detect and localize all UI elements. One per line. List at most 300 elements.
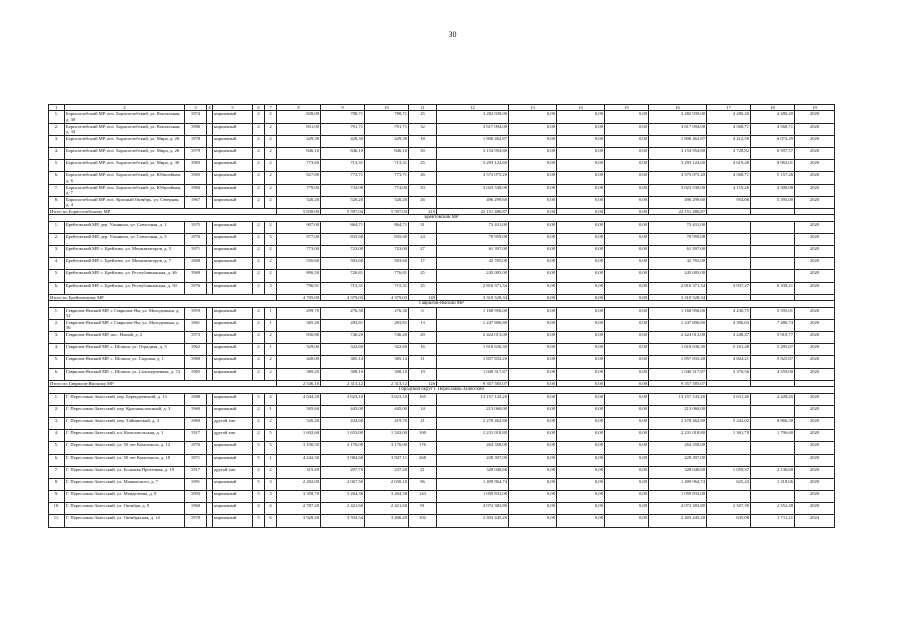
table-row bbox=[49, 491, 835, 503]
value-cell: 2020 bbox=[795, 466, 835, 478]
value-cell: 746,20 bbox=[365, 332, 409, 344]
value-cell: 806,50 bbox=[277, 270, 321, 282]
row-index-cell: 11. bbox=[49, 515, 65, 527]
row-index-cell: 2. bbox=[49, 233, 65, 245]
value-cell: 4 072 383,80 bbox=[437, 503, 509, 515]
value-cell: 1 808 462,87 bbox=[437, 135, 509, 147]
value-cell: 2 bbox=[265, 270, 277, 282]
value-cell: 2 552,48 bbox=[751, 503, 795, 515]
row-index-cell: 1. bbox=[49, 221, 65, 233]
value-cell: 2 bbox=[265, 368, 277, 380]
year-cell: 1976 bbox=[185, 442, 207, 454]
value-cell: 2 030,10 bbox=[365, 478, 409, 490]
value-cell: 2020 bbox=[795, 307, 835, 319]
value-cell: 3 573 075,20 bbox=[437, 172, 509, 184]
value-cell: 2020 bbox=[795, 430, 835, 442]
value-cell: 3 bbox=[265, 491, 277, 503]
wall-material-cell: другой тип bbox=[213, 466, 253, 478]
address-cell: Гаврилов-Ямский МР, г. Гаврилов-Ям, ул. Молодежная, д. 52 bbox=[65, 307, 185, 319]
value-cell: 1 bbox=[265, 454, 277, 466]
value-cell: 3 176,00 bbox=[321, 442, 365, 454]
value-cell: 3 631,46 bbox=[707, 393, 751, 405]
value-cell: 0,00 bbox=[605, 466, 649, 478]
value-cell: 2 bbox=[265, 184, 277, 196]
address-cell: Брейтовский МР, с. Брейтово, ул. Республиканская, д. 50 bbox=[65, 282, 185, 294]
value-cell: 2 bbox=[253, 160, 265, 172]
value-cell: 0,00 bbox=[605, 478, 649, 490]
value-cell: 0,00 bbox=[509, 233, 557, 245]
wall-material-cell: кирпичный bbox=[213, 478, 253, 490]
total-value-cell: 0,00 bbox=[509, 380, 557, 386]
value-cell: 4 212,59 bbox=[707, 135, 751, 147]
value-cell: 2 bbox=[253, 405, 265, 417]
year-cell: 1971 bbox=[185, 246, 207, 258]
column-number-cell: 6 bbox=[253, 105, 265, 111]
value-cell: 3 264,30 bbox=[365, 491, 409, 503]
year-cell: 1973 bbox=[185, 332, 207, 344]
value-cell: 1 618 636,30 bbox=[649, 344, 707, 356]
value-cell: 835,60 bbox=[365, 233, 409, 245]
address-cell: Гаврилов-Ямский МР, пос. Новый, д. 2 bbox=[65, 332, 185, 344]
value-cell: 2 424 013,00 bbox=[437, 332, 509, 344]
value-cell: 276,30 bbox=[365, 307, 409, 319]
value-cell: 2020 bbox=[795, 491, 835, 503]
column-number-cell: 16 bbox=[649, 105, 707, 111]
value-cell: 42 765,00 bbox=[649, 258, 707, 270]
value-cell: 0,00 bbox=[605, 393, 649, 405]
value-cell: 2 816 371,34 bbox=[649, 282, 707, 294]
year-cell: 1988 bbox=[185, 393, 207, 405]
table-row bbox=[49, 270, 835, 282]
column-number-cell: 15 bbox=[605, 105, 649, 111]
total-value-cell: 0,00 bbox=[557, 380, 605, 386]
value-cell: 0,00 bbox=[509, 344, 557, 356]
value-cell: 2024 bbox=[795, 515, 835, 527]
value-cell: 0,00 bbox=[605, 503, 649, 515]
value-cell: 5 bbox=[253, 515, 265, 527]
value-cell: 2020 bbox=[795, 405, 835, 417]
address-cell: Гаврилов-Ямский МР, г. Гаврилов-Ям, ул. Молодежная, д. 56 bbox=[65, 319, 185, 331]
row-index-cell: 5. bbox=[49, 270, 65, 282]
wall-material-cell: кирпичный bbox=[213, 454, 253, 466]
value-cell: 2 bbox=[253, 246, 265, 258]
value-cell: 1 040 317,87 bbox=[649, 368, 707, 380]
wall-material-cell: кирпичный bbox=[213, 221, 253, 233]
value-cell: 445,00 bbox=[321, 405, 365, 417]
wall-material-cell: кирпичный bbox=[213, 491, 253, 503]
value-cell: 2020 bbox=[795, 319, 835, 331]
value-cell: 2 403 445,20 bbox=[437, 515, 509, 527]
value-cell: 2 bbox=[265, 356, 277, 368]
value-cell: 0,00 bbox=[557, 454, 605, 466]
value-cell: 2020 bbox=[795, 221, 835, 233]
year-cell: 1978 bbox=[185, 135, 207, 147]
value-cell: 3 190,50 bbox=[277, 442, 321, 454]
value-cell: 0,00 bbox=[557, 282, 605, 294]
table-row bbox=[49, 307, 835, 319]
value-cell: 2 787,20 bbox=[277, 503, 321, 515]
value-cell: 4 119,26 bbox=[707, 184, 751, 196]
table-row bbox=[49, 111, 835, 123]
value-cell: 2 816 371,34 bbox=[437, 282, 509, 294]
value-cell bbox=[751, 246, 795, 258]
row-index-cell: 3. bbox=[49, 246, 65, 258]
total-value-cell: 0,00 bbox=[557, 208, 605, 214]
address-cell: Г. Переславль-Залесский, ул. Большая Протечная, д. 19 bbox=[65, 466, 185, 478]
value-cell: 0,00 bbox=[509, 503, 557, 515]
value-cell: 3 623,10 bbox=[365, 393, 409, 405]
wall-material-cell: кирпичный bbox=[213, 405, 253, 417]
address-cell: Борисоглебский МР, пос. Борисоглебский, ул. Юбилейная, д. 6 bbox=[65, 172, 185, 184]
value-cell: 5 910,77 bbox=[751, 332, 795, 344]
year-cell: 1968 bbox=[185, 258, 207, 270]
value-cell: 2 278 462,80 bbox=[649, 417, 707, 429]
value-cell: 715,31 bbox=[365, 282, 409, 294]
value-cell: 5 bbox=[253, 442, 265, 454]
wall-material-cell: кирпичный bbox=[213, 111, 253, 123]
value-cell: 0,00 bbox=[509, 135, 557, 147]
value-cell: 0,00 bbox=[557, 160, 605, 172]
value-cell: 0,00 bbox=[605, 172, 649, 184]
value-cell: 2 bbox=[265, 332, 277, 344]
value-cell bbox=[751, 491, 795, 503]
wall-material-cell: кирпичный bbox=[213, 196, 253, 208]
value-cell: 4 072 383,80 bbox=[649, 503, 707, 515]
column-number-cell: 11 bbox=[409, 105, 437, 111]
value-cell: 0,00 bbox=[605, 332, 649, 344]
value-cell: 2 bbox=[253, 430, 265, 442]
total-value-cell: 0,00 bbox=[605, 208, 649, 214]
value-cell: 0,00 bbox=[509, 417, 557, 429]
table-row bbox=[49, 184, 835, 196]
value-cell: 0,00 bbox=[605, 417, 649, 429]
value-cell: 2020 bbox=[795, 111, 835, 123]
column-number-cell: 9 bbox=[321, 105, 365, 111]
value-cell: 0,00 bbox=[509, 466, 557, 478]
value-cell bbox=[707, 442, 751, 454]
value-cell: 429,30 bbox=[277, 135, 321, 147]
value-cell: 283,81 bbox=[365, 319, 409, 331]
row-index-cell: 3. bbox=[49, 135, 65, 147]
value-cell: 70 959,08 bbox=[437, 233, 509, 245]
value-cell: 3 bbox=[265, 478, 277, 490]
value-cell: 102 bbox=[409, 515, 437, 527]
row-index-cell: 4. bbox=[49, 430, 65, 442]
value-cell: 773,00 bbox=[277, 246, 321, 258]
value-cell: 0,00 bbox=[557, 478, 605, 490]
value-cell: 520,20 bbox=[365, 196, 409, 208]
row-index-cell: 7. bbox=[49, 466, 65, 478]
value-cell: 3 728,82 bbox=[707, 147, 751, 159]
value-cell: 520,20 bbox=[277, 196, 321, 208]
value-cell: 0,00 bbox=[557, 196, 605, 208]
column-number-cell: 18 bbox=[751, 105, 795, 111]
year-cell: 1967 bbox=[185, 196, 207, 208]
table-row bbox=[49, 393, 835, 405]
value-cell: 297,70 bbox=[321, 466, 365, 478]
column-number-cell: 4 bbox=[208, 105, 211, 110]
value-cell: 1 711,21 bbox=[751, 515, 795, 527]
value-cell: 788,71 bbox=[321, 111, 365, 123]
value-cell: 3 594,54 bbox=[321, 515, 365, 527]
value-cell: 2 231 018,80 bbox=[649, 430, 707, 442]
value-cell: 1 bbox=[265, 344, 277, 356]
value-cell: 3 248,47 bbox=[707, 332, 751, 344]
value-cell: 91 bbox=[409, 503, 437, 515]
address-cell: Г. Переславль-Залесский, ул. 50 лет Комсомола, д. 12 bbox=[65, 442, 185, 454]
value-cell: 2 bbox=[253, 332, 265, 344]
address-cell: Гаврилов-Ямский МР, с. Шопша, ул. Сохноуриевкая, д. 74 bbox=[65, 368, 185, 380]
value-cell: 0,00 bbox=[509, 282, 557, 294]
value-cell: 5 295,67 bbox=[751, 344, 795, 356]
value-cell: 2 bbox=[253, 270, 265, 282]
value-cell: 0,00 bbox=[557, 172, 605, 184]
value-cell: 831,00 bbox=[277, 123, 321, 135]
table-row bbox=[49, 430, 835, 442]
value-cell: 3 617 094,00 bbox=[649, 123, 707, 135]
register-table-sheet bbox=[48, 104, 830, 528]
value-cell: 2 bbox=[253, 123, 265, 135]
value-cell: 0,00 bbox=[605, 491, 649, 503]
row-index-cell: 2. bbox=[49, 319, 65, 331]
value-cell: 0,00 bbox=[605, 233, 649, 245]
value-cell: 2 bbox=[253, 356, 265, 368]
total-value-cell: 0,00 bbox=[557, 294, 605, 300]
value-cell: 3 023 538,00 bbox=[649, 184, 707, 196]
value-cell: 846,10 bbox=[365, 147, 409, 159]
value-cell: 213 060,00 bbox=[649, 405, 707, 417]
value-cell: 268 bbox=[409, 454, 437, 466]
value-cell: 276,30 bbox=[321, 307, 365, 319]
value-cell: 322,60 bbox=[365, 344, 409, 356]
table-row bbox=[49, 442, 835, 454]
value-cell: 319,49 bbox=[277, 466, 321, 478]
value-cell: 0,00 bbox=[605, 196, 649, 208]
value-cell: 0,00 bbox=[557, 393, 605, 405]
address-cell: Г. Переславль-Залесский, ул. Октября, д. 9 bbox=[65, 503, 185, 515]
column-number-cell: 14 bbox=[557, 105, 605, 111]
value-cell: 4 824,21 bbox=[707, 356, 751, 368]
value-cell: 5 242,02 bbox=[707, 417, 751, 429]
value-cell: 0,00 bbox=[605, 246, 649, 258]
value-cell: 13 157 143,20 bbox=[437, 393, 509, 405]
value-cell: 0,00 bbox=[557, 319, 605, 331]
value-cell bbox=[707, 491, 751, 503]
section-title-cell: Городской округ г. Переславль-Залесский bbox=[49, 387, 835, 393]
total-value-cell: 3 310 528,34 bbox=[437, 294, 509, 300]
value-cell: 25 bbox=[409, 111, 437, 123]
value-cell: 2 bbox=[253, 282, 265, 294]
value-cell: 0,00 bbox=[605, 123, 649, 135]
value-cell: 713,31 bbox=[365, 160, 409, 172]
value-cell: 5 bbox=[253, 478, 265, 490]
total-label-cell: Итого по Брейтовскому МР bbox=[49, 294, 277, 300]
value-cell: 1 059 833,00 bbox=[649, 491, 707, 503]
address-cell: Борисоглебский МР, пос. Борисоглебский, ул. Юбилейная, д. 7 bbox=[65, 184, 185, 196]
value-cell: 61 397,00 bbox=[649, 246, 707, 258]
value-cell: 0,00 bbox=[557, 332, 605, 344]
value-cell: 773,71 bbox=[321, 172, 365, 184]
value-cell: 3 176,00 bbox=[365, 442, 409, 454]
address-cell: Брейтовский МР, с. Брейтово, ул. Республиканская, д. 46 bbox=[65, 270, 185, 282]
value-cell: 25 bbox=[409, 270, 437, 282]
value-cell bbox=[707, 233, 751, 245]
address-cell: Борисоглебский МР, пос. Борисоглебский, ул. Мира, д. 26 bbox=[65, 147, 185, 159]
value-cell: 827,80 bbox=[277, 172, 321, 184]
row-index-cell: 1. bbox=[49, 393, 65, 405]
value-cell: 237,20 bbox=[365, 466, 409, 478]
value-cell: 8 866,30 bbox=[751, 417, 795, 429]
value-cell: 26 bbox=[409, 172, 437, 184]
value-cell: 0,00 bbox=[509, 515, 557, 527]
value-cell: 42 765,00 bbox=[437, 258, 509, 270]
year-cell: 1971 bbox=[185, 454, 207, 466]
column-number-cell: 19 bbox=[795, 105, 835, 111]
value-cell: 3 928,40 bbox=[277, 515, 321, 527]
row-index-cell: 6. bbox=[49, 454, 65, 466]
address-cell: Г. Переславль-Залесский, пер. Берендеевский, д. 13 bbox=[65, 393, 185, 405]
value-cell: 0,00 bbox=[605, 430, 649, 442]
total-value-cell: 3 310 528,34 bbox=[649, 294, 707, 300]
wall-material-cell: кирпичный bbox=[213, 319, 253, 331]
value-cell: 4 396,63 bbox=[707, 319, 751, 331]
value-cell: 2 bbox=[265, 111, 277, 123]
address-cell: Борисоглебский МР, пос. Борисоглебский, ул. Вокзальная, д. 30 bbox=[65, 111, 185, 123]
value-cell: 2 bbox=[265, 258, 277, 270]
value-cell: 33 bbox=[409, 184, 437, 196]
value-cell: 0,00 bbox=[557, 368, 605, 380]
value-cell: 864,71 bbox=[321, 221, 365, 233]
value-cell bbox=[707, 405, 751, 417]
value-cell: 2020 bbox=[795, 503, 835, 515]
value-cell: 0,00 bbox=[557, 356, 605, 368]
value-cell: 715,31 bbox=[321, 282, 365, 294]
wall-material-cell: кирпичный bbox=[213, 246, 253, 258]
value-cell: 4 568,71 bbox=[751, 123, 795, 135]
value-cell: 2 bbox=[253, 184, 265, 196]
value-cell: 26 bbox=[409, 196, 437, 208]
value-cell: 2 231 018,80 bbox=[437, 430, 509, 442]
value-cell: 3 023 538,00 bbox=[437, 184, 509, 196]
value-cell bbox=[707, 270, 751, 282]
value-cell: 2 421,60 bbox=[321, 503, 365, 515]
value-cell: 5 395,00 bbox=[751, 196, 795, 208]
total-value-cell: 0,00 bbox=[509, 208, 557, 214]
value-cell: 2 bbox=[265, 147, 277, 159]
value-cell: 3 282 939,00 bbox=[649, 111, 707, 123]
value-cell: 6 bbox=[409, 307, 437, 319]
total-value-cell: 2 313,12 bbox=[365, 380, 409, 386]
table-row bbox=[49, 172, 835, 184]
value-cell bbox=[751, 221, 795, 233]
year-cell: 1917 bbox=[185, 466, 207, 478]
value-cell: 2020 bbox=[795, 147, 835, 159]
value-cell: 0,00 bbox=[509, 160, 557, 172]
year-cell: 1983 bbox=[185, 172, 207, 184]
year-cell: 1917 bbox=[185, 430, 207, 442]
value-cell: 0,00 bbox=[605, 221, 649, 233]
address-cell: Г. Переславль-Залесский, ул. Маяковского, д. 7 bbox=[65, 478, 185, 490]
value-cell: 165 bbox=[409, 393, 437, 405]
year-cell: 1969 bbox=[185, 356, 207, 368]
value-cell: 2020 bbox=[795, 172, 835, 184]
table-row bbox=[49, 160, 835, 172]
wall-material-cell: кирпичный bbox=[213, 270, 253, 282]
value-cell: 0,00 bbox=[605, 147, 649, 159]
value-cell: 828,00 bbox=[277, 111, 321, 123]
value-cell: 4 044,20 bbox=[277, 393, 321, 405]
total-value-cell: 215 bbox=[409, 208, 437, 214]
value-cell: 4 280,20 bbox=[751, 111, 795, 123]
value-cell: 0,00 bbox=[509, 111, 557, 123]
wall-material-cell: кирпичный bbox=[213, 344, 253, 356]
value-cell: 1 409 964,74 bbox=[437, 478, 509, 490]
value-cell: 6 597,57 bbox=[751, 147, 795, 159]
value-cell: 30 bbox=[409, 147, 437, 159]
value-cell: 25 bbox=[409, 282, 437, 294]
value-cell: 0,00 bbox=[605, 454, 649, 466]
year-cell: 1960 bbox=[185, 405, 207, 417]
year-cell: 1976 bbox=[185, 282, 207, 294]
value-cell: 0,00 bbox=[509, 184, 557, 196]
total-value-cell: 149 bbox=[409, 294, 437, 300]
total-value-cell: 0,00 bbox=[605, 380, 649, 386]
value-cell: 100 bbox=[409, 430, 437, 442]
row-index-cell: 5. bbox=[49, 442, 65, 454]
value-cell: 328 040,60 bbox=[649, 466, 707, 478]
value-cell: 0,00 bbox=[557, 233, 605, 245]
value-cell bbox=[707, 454, 751, 466]
value-cell: 0,00 bbox=[509, 478, 557, 490]
value-cell: 496 299,60 bbox=[437, 196, 509, 208]
year-cell: 1969 bbox=[185, 417, 207, 429]
value-cell: 0,00 bbox=[557, 184, 605, 196]
value-cell: 176 bbox=[409, 442, 437, 454]
value-cell: 1 059,37 bbox=[707, 466, 751, 478]
value-cell: 2 bbox=[253, 368, 265, 380]
value-cell: 723,00 bbox=[321, 246, 365, 258]
value-cell: 2 bbox=[253, 344, 265, 356]
address-cell: Г. Переславль-Залесский, ул. Менделеева, д. 9 bbox=[65, 491, 185, 503]
wall-material-cell: кирпичный bbox=[213, 332, 253, 344]
value-cell: 0,00 bbox=[605, 307, 649, 319]
table-row bbox=[49, 221, 835, 233]
value-cell: 2020 bbox=[795, 135, 835, 147]
value-cell: 31 bbox=[409, 221, 437, 233]
value-cell: 0,00 bbox=[509, 430, 557, 442]
value-cell bbox=[707, 246, 751, 258]
address-cell: Брейтовский МР, с. Брейтово, ул. Механизаторов, д. 7 bbox=[65, 258, 185, 270]
year-cell: 1993 bbox=[185, 491, 207, 503]
wall-material-cell: кирпичный bbox=[213, 368, 253, 380]
value-cell: 773,60 bbox=[277, 160, 321, 172]
column-number-cell: 13 bbox=[509, 105, 557, 111]
total-value-cell: 4 379,03 bbox=[365, 294, 409, 300]
value-cell: 2 421,60 bbox=[365, 503, 409, 515]
total-value-cell: 9 357 585,07 bbox=[437, 380, 509, 386]
value-cell: 2 bbox=[253, 221, 265, 233]
address-cell: Гаврилов-Ямский МР, с. Шопша, ул. Отрадная, д. 5 bbox=[65, 344, 185, 356]
value-cell: 503,60 bbox=[365, 258, 409, 270]
value-cell: 0,00 bbox=[557, 111, 605, 123]
year-cell: 1974 bbox=[185, 111, 207, 123]
value-cell: 70 959,08 bbox=[649, 233, 707, 245]
value-cell: 726,81 bbox=[321, 270, 365, 282]
value-cell: 0,00 bbox=[605, 184, 649, 196]
value-cell: 0,00 bbox=[509, 454, 557, 466]
address-cell: Гаврилов-Ямский МР, с. Шопша, ул. Садовая, д. 1 bbox=[65, 356, 185, 368]
wall-material-cell: кирпичный bbox=[213, 160, 253, 172]
